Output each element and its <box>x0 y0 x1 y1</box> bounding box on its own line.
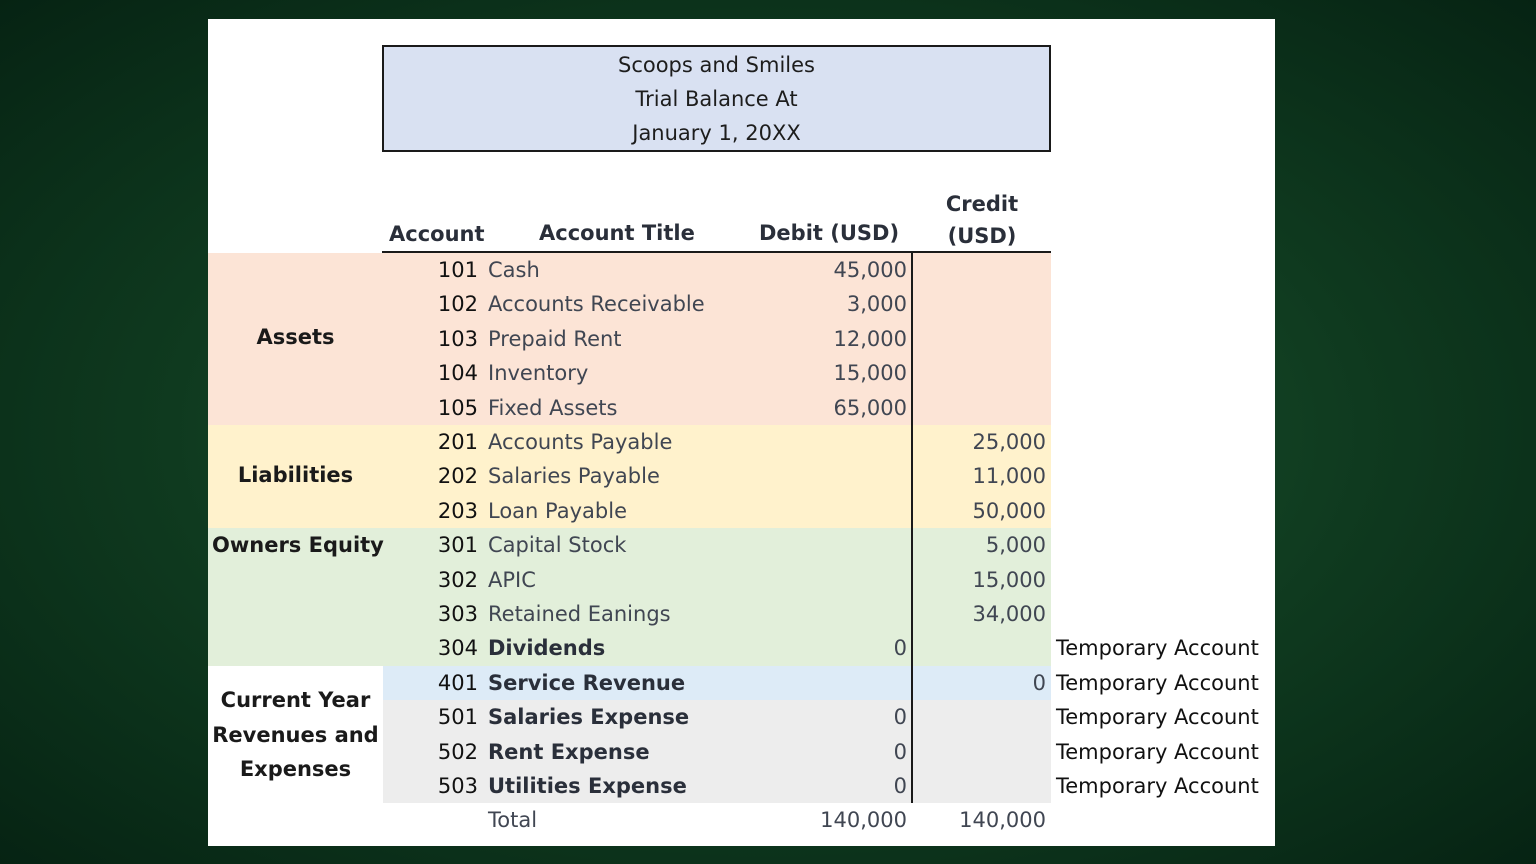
account-number: 101 <box>437 258 478 282</box>
account-title: Cash <box>488 258 540 282</box>
group-label-revenues-expenses <box>208 683 383 787</box>
credit-amount: 11,000 <box>972 464 1046 488</box>
account-title: Prepaid Rent <box>488 327 622 351</box>
col-header-title: Account Title <box>539 221 695 245</box>
account-number: 302 <box>437 568 478 592</box>
col-header-debit: Debit (USD) <box>759 221 900 245</box>
debit-amount <box>760 528 907 562</box>
total-credit: 140,000 <box>959 808 1046 832</box>
account-title: Salaries Expense <box>488 705 690 729</box>
credit-amount: 5,000 <box>985 533 1046 557</box>
account-title: Rent Expense <box>488 740 650 764</box>
account-title: Service Revenue <box>488 671 686 695</box>
total-debit: 140,000 <box>820 808 907 832</box>
credit-amount: 25,000 <box>972 430 1046 454</box>
account-title: APIC <box>488 568 536 592</box>
account-title: Inventory <box>488 361 589 385</box>
total-label: Total <box>488 808 538 832</box>
credit-amount <box>915 700 1046 734</box>
temporary-account-note: Temporary Account <box>1056 740 1259 764</box>
debit-amount <box>760 563 907 597</box>
credit-amount: 34,000 <box>972 602 1046 626</box>
debit-amount <box>760 597 907 631</box>
col-header-credit-line1: Credit <box>945 192 1019 216</box>
report-date: January 1, 20XX <box>632 120 801 145</box>
debit-amount: 0 <box>893 774 907 798</box>
account-title: Salaries Payable <box>488 464 660 488</box>
temporary-account-note: Temporary Account <box>1056 671 1259 695</box>
credit-amount <box>915 631 1046 665</box>
account-number: 104 <box>437 361 478 385</box>
credit-amount: 15,000 <box>972 568 1046 592</box>
account-number: 202 <box>437 464 478 488</box>
debit-credit-divider <box>911 253 913 803</box>
account-number: 503 <box>437 774 478 798</box>
debit-amount: 65,000 <box>833 396 907 420</box>
credit-amount <box>915 735 1046 769</box>
debit-amount: 0 <box>893 636 907 660</box>
col-header-credit <box>930 188 1034 252</box>
account-number: 502 <box>437 740 478 764</box>
account-title: Retained Eanings <box>488 602 671 626</box>
debit-amount <box>760 425 907 459</box>
account-title: Accounts Payable <box>488 430 673 454</box>
credit-amount <box>915 356 1046 390</box>
account-title: Utilities Expense <box>488 774 687 798</box>
account-number: 401 <box>437 671 478 695</box>
account-title: Dividends <box>488 636 606 660</box>
debit-amount <box>760 459 907 493</box>
debit-amount: 0 <box>893 740 907 764</box>
company-name: Scoops and Smiles <box>617 52 816 77</box>
col-header-account: Account <box>389 222 485 246</box>
account-title: Fixed Assets <box>488 396 618 420</box>
account-number: 301 <box>437 533 478 557</box>
account-number: 303 <box>437 602 478 626</box>
credit-amount <box>915 391 1046 425</box>
debit-amount: 45,000 <box>833 258 907 282</box>
account-number: 501 <box>437 705 478 729</box>
report-title: Trial Balance At <box>635 86 798 111</box>
credit-amount <box>915 287 1046 321</box>
credit-amount: 0 <box>1032 671 1046 695</box>
account-number: 201 <box>437 430 478 454</box>
debit-amount: 3,000 <box>846 292 907 316</box>
account-number: 304 <box>437 636 478 660</box>
credit-amount <box>915 322 1046 356</box>
account-number: 105 <box>437 396 478 420</box>
group-label-assets: Assets <box>256 325 335 349</box>
account-number: 103 <box>437 327 478 351</box>
temporary-account-note: Temporary Account <box>1056 705 1259 729</box>
credit-amount <box>915 253 1046 287</box>
col-header-credit-line2: (USD) <box>947 224 1017 248</box>
account-title: Accounts Receivable <box>488 292 705 316</box>
debit-amount <box>760 666 907 700</box>
account-number: 203 <box>437 499 478 523</box>
credit-amount <box>915 769 1046 803</box>
temporary-account-note: Temporary Account <box>1056 636 1259 660</box>
debit-amount: 15,000 <box>833 361 907 385</box>
temporary-account-note: Temporary Account <box>1056 774 1259 798</box>
debit-amount <box>760 494 907 528</box>
group-label-rev-line2: Revenues and <box>212 722 379 747</box>
report-header <box>382 45 1051 152</box>
group-label-rev-line1: Current Year <box>220 688 371 712</box>
debit-amount: 12,000 <box>833 327 907 351</box>
account-title: Capital Stock <box>488 533 627 557</box>
account-number: 102 <box>437 292 478 316</box>
debit-amount: 0 <box>893 705 907 729</box>
group-label-equity: Owners Equity <box>212 533 384 557</box>
group-label-liabilities: Liabilities <box>237 463 354 487</box>
account-title: Loan Payable <box>488 499 628 523</box>
credit-amount: 50,000 <box>972 499 1046 523</box>
group-label-rev-line3: Expenses <box>239 757 352 781</box>
